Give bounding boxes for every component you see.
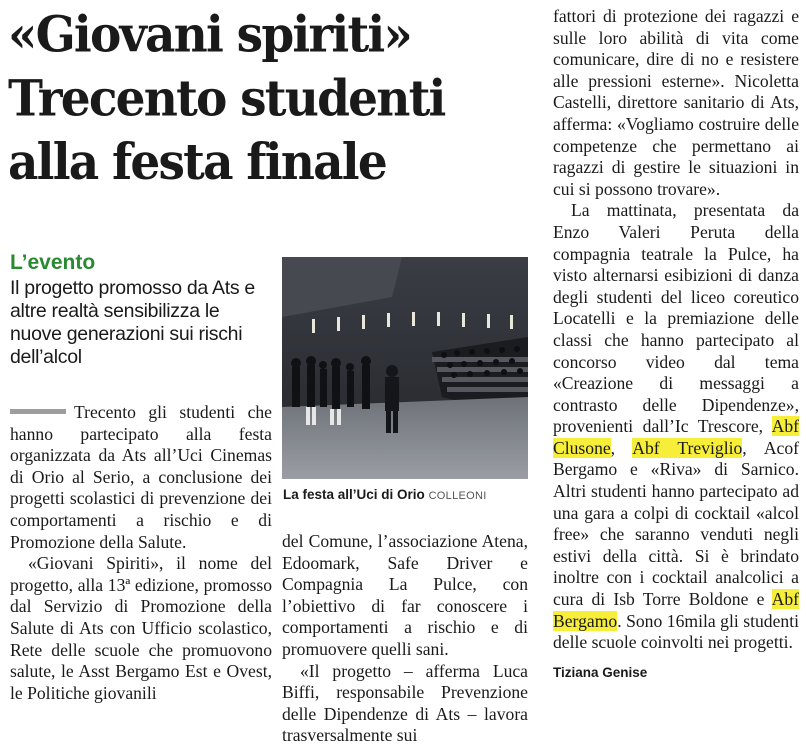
cinema-hall-image — [282, 257, 528, 479]
article-column-3 — [553, 6, 799, 683]
photo-caption — [283, 487, 487, 502]
photo-credit: COLLEONI — [428, 490, 487, 502]
highlighted-school-2: Abf Treviglio — [632, 437, 743, 458]
headline-line-3: alla festa finale — [8, 133, 386, 192]
caption-text: La festa all’Uci di Orio — [283, 487, 425, 502]
paragraph-lead — [10, 402, 272, 553]
headline-line-2: Trecento studenti — [8, 69, 445, 129]
paragraph: «Giovani Spiriti», il nome del progetto, alla 13ª edizione, promosso dal Servizio di Promozione della Salute di Ats con Ufficio scolastico, Rete delle scuole che promuovono salute, le Asst Bergamo Est e Ovest, le Politiche giovanili — [10, 553, 272, 703]
paragraph: «Il progetto – afferma Luca Biffi, responsabile Prevenzione delle Dipendenze di Ats – lavora trasversalmente sui — [282, 660, 528, 746]
separator: , — [610, 437, 633, 458]
headline — [8, 4, 548, 195]
paragraph-text: , Acof Bergamo e «Riva» di Sarnico. Altri studenti hanno partecipato ad una gara a colpi di cocktail «alcol free» che saranno venduti negli estivi della città. Si è brindato inoltre con i cocktail analcolici a cura di Isb Torre Boldone e — [553, 437, 799, 610]
article-column-2 — [282, 531, 528, 747]
event-photo — [282, 257, 528, 479]
paragraph — [553, 200, 799, 653]
highlighted-school-1: Abf Clusone — [553, 416, 799, 458]
paragraph-lead-text: Trecento gli studenti che hanno partecipato alla festa organizzata da Ats all’Uci Cinemas di Orio al Serio, a conclusione dei progetti scolastici di prevenzione dei comportamenti a rischio e di Promozione della Salute. — [10, 402, 272, 552]
paragraph-text: . Sono 16mila gli studenti delle scuole coinvolti nei progetti. — [553, 610, 799, 653]
subheadline: Il progetto promosso da Ats e altre realtà sensibilizza le nuove generazioni sui rischi dell’alcol — [10, 277, 255, 368]
paragraph-text: La mattinata, presentata da Enzo Valeri Peruta della compagnia teatrale la Pulce, ha visto alternarsi esibizioni di danza degli studenti del liceo coreutico Locatelli e la premiazione delle classi che hanno partecipato al concorso video dal tema «Creazione di messaggi a contrasto delle Dipendenze», provenienti dall’Ic Trescore, — [553, 200, 799, 437]
paragraph: del Comune, l’associazione Atena, Edoomark, Safe Driver e Compagnia La Pulce, con l’obiettivo di far conoscere i comportamenti a rischio e di promuovere quelli sani. — [282, 531, 528, 659]
highlighted-school-3: Abf Bergamo — [553, 589, 799, 631]
headline-line-1: «Giovani spiriti» — [8, 6, 412, 65]
kicker-label: L’evento — [10, 251, 96, 274]
author-byline: Tiziana Genise — [553, 664, 648, 680]
lead-rule — [10, 409, 66, 414]
paragraph: fattori di protezione dei ragazzi e sulle loro abilità di vita come comunicare, dire di no e resistere alle pressioni esterne». Nicoletta Castelli, direttore sanitario di Ats, afferma: «Vogliamo costruire delle competenze che permettano ai ragazzi di gestire le situazioni in cui si possono trovare». — [553, 6, 799, 199]
article-column-1 — [10, 402, 272, 704]
